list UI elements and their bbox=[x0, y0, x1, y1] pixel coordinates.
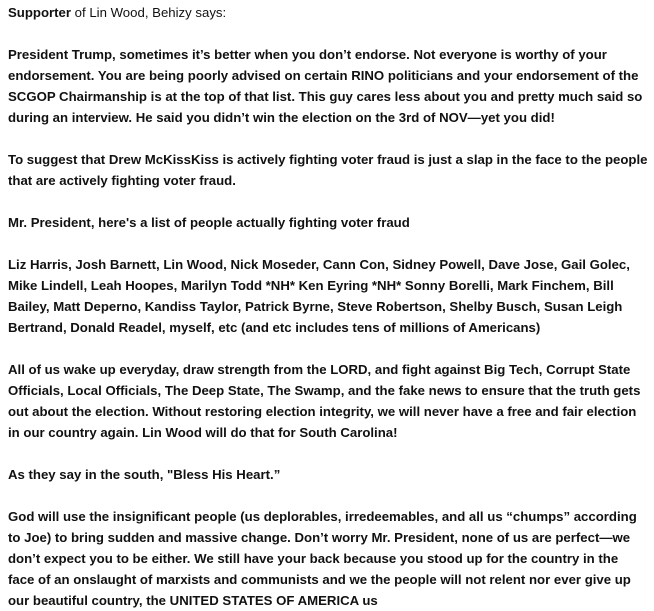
paragraph-names-list: Liz Harris, Josh Barnett, Lin Wood, Nick Moseder, Cann Con, Sidney Powell, Dave Jose, Gail Golec, Mike Lindell, Leah Hoopes, Marilyn Todd *NH* Ken Eyring *NH* Sonny Borelli, Mark Finchem, Bill Bailey, Matt Deperno, Kandiss Taylor, Patrick Byrne, Steve Robertson, Shelby Busch, Susan Leigh Bertrand, Donald Readel, myself, etc (and etc includes tens of millions of Americans) bbox=[8, 257, 630, 335]
paragraph-endorsement: President Trump, sometimes it’s better when you don’t endorse. Not everyone is worthy of your endorsement. You are being poorly advised on certain RINO politicians and your endorsement of the SCGOP Chairmanship is at the top of that list. This guy cares less about you and pretty much said so during an interview. He said you didn’t win the election on the 3rd of NOV—yet you did! bbox=[8, 47, 643, 125]
header-rest: of Lin Wood, Behizy says: bbox=[71, 5, 227, 20]
header-bold: Supporter bbox=[8, 5, 72, 20]
paragraph-god-will-use: God will use the insignificant people (us deplorables, irredeemables, and all us “chumps” according to Joe) to bring sudden and massive change. Don’t worry Mr. President, none of us are perfect—we don’t expect you to be either. We still have your back because you stood up for the country in the face of an onslaught of marxists and communists and we the people will not relent nor ever give up our beautiful country, the UNITED STATES OF AMERICA us bbox=[8, 509, 637, 608]
paragraph-bless-heart: As they say in the south, "Bless His Heart.” bbox=[8, 467, 281, 482]
paragraph-list-intro: Mr. President, here's a list of people actually fighting voter fraud bbox=[8, 215, 410, 230]
paragraph-wake-up: All of us wake up everyday, draw strength from the LORD, and fight against Big Tech, Corrupt State Officials, Local Officials, The Deep State, The Swamp, and the fake news to ensure that the truth gets out about the election. Without restoring election integrity, we will never have a free and fair election in our country again. Lin Wood will do that for South Carolina! bbox=[8, 362, 641, 440]
header-line bbox=[8, 2, 648, 23]
paragraph-mckisskiss: To suggest that Drew McKissKiss is actively fighting voter fraud is just a slap in the face to the people that are actively fighting voter fraud. bbox=[8, 152, 648, 188]
